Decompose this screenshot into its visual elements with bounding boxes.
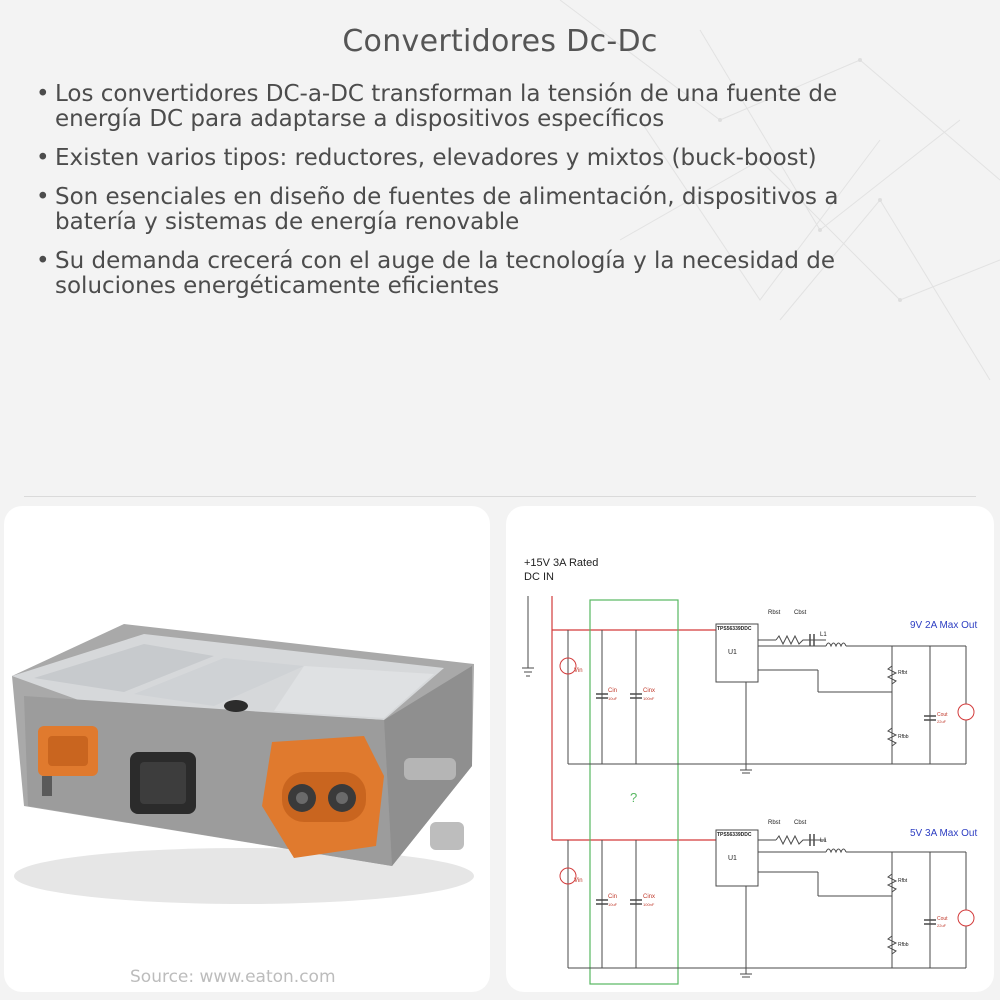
cout-value: 22uF	[937, 719, 947, 724]
cin-value: 10uF	[608, 902, 618, 907]
bullet-item	[36, 82, 936, 132]
bullet-marker: •	[36, 81, 50, 107]
rfbb-label: Rfbb	[898, 734, 909, 740]
bullet-item	[36, 146, 936, 171]
rbst-label: Rbst	[768, 820, 781, 826]
bullet-line: Son esenciales en diseño de fuentes de alimentación, dispositivos a	[55, 184, 839, 210]
l1-label: L1	[820, 838, 827, 844]
cin-label: Cin	[608, 894, 618, 900]
cinx-value: 100nF	[643, 696, 655, 701]
bullet-line: Su demanda crecerá con el auge de la tecnología y la necesidad de	[55, 248, 836, 274]
output-label: 9V 2A Max Out	[910, 620, 978, 631]
cin-label: Cin	[608, 688, 618, 694]
bullet-marker: •	[36, 145, 50, 171]
dc-dc-converter-illustration	[4, 506, 490, 992]
bottom-converter-stage	[560, 820, 977, 977]
ic-name: TPS56339DDC	[717, 626, 752, 632]
rfbt-label: Rfbt	[898, 878, 908, 884]
product-photo-card	[4, 506, 490, 992]
bullet-item	[36, 185, 936, 235]
input-dc-label: DC IN	[524, 571, 554, 583]
bullet-list	[36, 82, 936, 313]
bullet-line: batería y sistemas de energía renovable	[55, 209, 520, 235]
source-credit: Source: www.eaton.com	[130, 967, 336, 987]
black-signal-connector	[130, 752, 196, 814]
ic-ref: U1	[728, 855, 737, 862]
cbst-label: Cbst	[794, 610, 807, 616]
rfbt-label: Rfbt	[898, 670, 908, 676]
cinx-label: Cinx	[643, 894, 656, 900]
vin-label: Vin	[574, 878, 583, 884]
buck-ic	[716, 624, 758, 682]
unknown-marker: ?	[630, 790, 638, 805]
page-title: Convertidores Dc-Dc	[342, 24, 658, 59]
buck-converter-schematic	[506, 506, 994, 992]
load-icon	[958, 704, 974, 720]
buck-ic	[716, 830, 758, 886]
load-icon	[958, 910, 974, 926]
cinx-value: 100nF	[643, 902, 655, 907]
top-converter-stage	[560, 610, 977, 773]
bullet-marker: •	[36, 184, 50, 210]
vin-label: Vin	[574, 668, 583, 674]
input-rating-label: +15V 3A Rated	[524, 557, 599, 569]
rbst-label: Rbst	[768, 610, 781, 616]
rfbb-label: Rfbb	[898, 942, 909, 948]
cin-value: 10uF	[608, 696, 618, 701]
cout-value: 22uF	[937, 923, 947, 928]
bullet-item	[36, 249, 936, 299]
input-ground-icon	[522, 596, 534, 676]
section-divider	[24, 496, 976, 497]
output-label: 5V 3A Max Out	[910, 828, 978, 839]
ic-ref: U1	[728, 649, 737, 656]
cbst-label: Cbst	[794, 820, 807, 826]
schematic-card	[506, 506, 994, 992]
bullet-line: Los convertidores DC-a-DC transforman la tensión de una fuente de	[55, 81, 838, 107]
ground-icon	[740, 764, 752, 773]
l1-label: L1	[820, 632, 827, 638]
cout-label: Cout	[937, 916, 948, 922]
ic-name: TPS56339DDC	[717, 832, 752, 838]
cinx-label: Cinx	[643, 688, 656, 694]
bullet-line: soluciones energéticamente eficientes	[55, 273, 500, 299]
bullet-line: energía DC para adaptarse a dispositivos específicos	[55, 106, 665, 132]
bullet-marker: •	[36, 248, 50, 274]
ground-icon	[740, 968, 752, 977]
bullet-line: Existen varios tipos: reductores, elevadores y mixtos (buck-boost)	[55, 145, 817, 171]
cout-label: Cout	[937, 712, 948, 718]
